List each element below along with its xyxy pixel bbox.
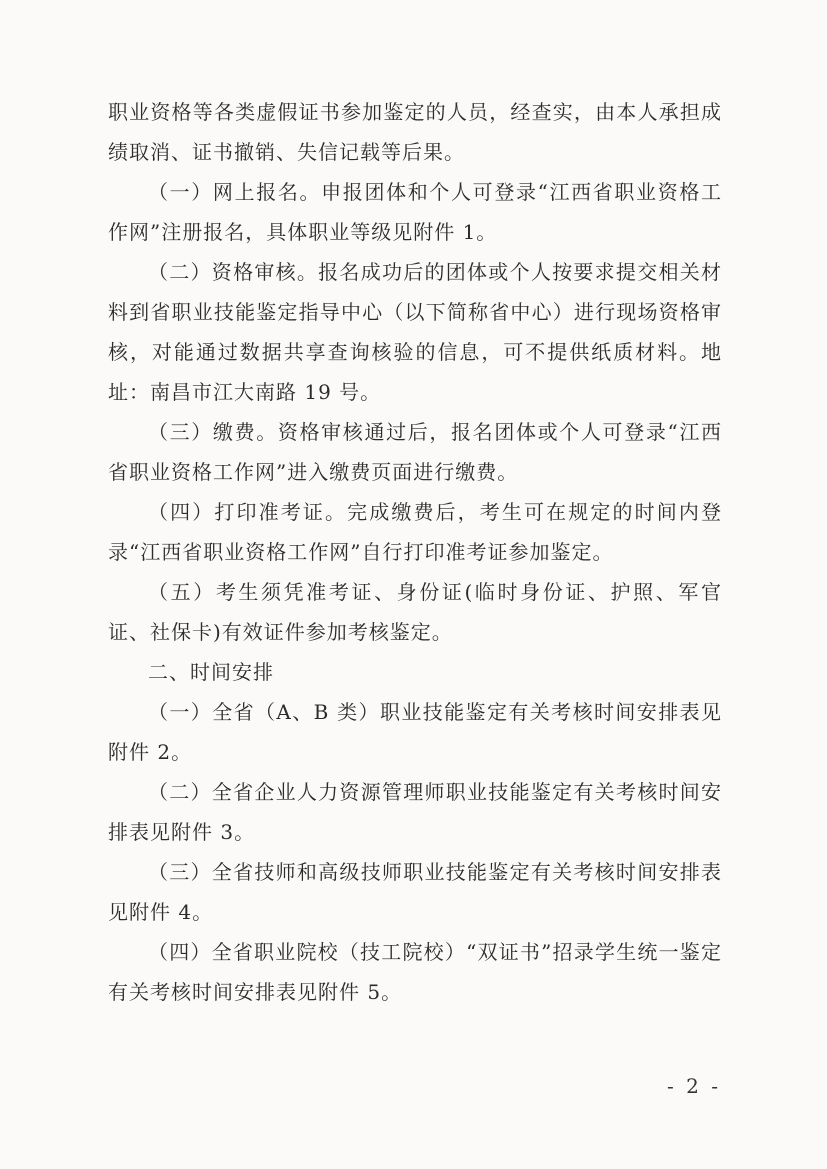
paragraph-schedule-4: （四）全省职业院校（技工院校）“双证书”招录学生统一鉴定有关考核时间安排表见附件 5。 [108, 940, 722, 1004]
document-body [108, 92, 722, 1012]
section-heading-schedule: 二、时间安排 [148, 660, 274, 684]
paragraph-payment: （三）缴费。资格审核通过后，报名团体或个人可登录“江西省职业资格工作网”进入缴费页面进行缴费。 [108, 420, 722, 484]
paragraph-schedule-3: （三）全省技师和高级技师职业技能鉴定有关考核时间安排表见附件 4。 [108, 860, 722, 924]
paragraph-id-requirements: （五）考生须凭准考证、身份证(临时身份证、护照、军官证、社保卡)有效证件参加考核鉴定。 [108, 580, 722, 644]
paragraph-schedule-2: （二）全省企业人力资源管理师职业技能鉴定有关考核时间安排表见附件 3。 [108, 780, 722, 844]
paragraph-online-registration: （一）网上报名。申报团体和个人可登录“江西省职业资格工作网”注册报名，具体职业等级见附件 1。 [108, 180, 722, 244]
paragraph-qualification-review: （二）资格审核。报名成功后的团体或个人按要求提交相关材料到省职业技能鉴定指导中心（以下简称省中心）进行现场资格审核，对能通过数据共享查询核验的信息，可不提供纸质材料。地址：南昌市江大南路 19 号。 [108, 260, 722, 404]
paragraph-continuation: 职业资格等各类虚假证书参加鉴定的人员，经查实，由本人承担成绩取消、证书撤销、失信记载等后果。 [108, 100, 722, 164]
paragraph-print-admission: （四）打印准考证。完成缴费后，考生可在规定的时间内登录“江西省职业资格工作网”自行打印准考证参加鉴定。 [108, 500, 722, 564]
page-number: - 2 - [667, 1074, 721, 1098]
paragraph-schedule-1: （一）全省（A、B 类）职业技能鉴定有关考核时间安排表见附件 2。 [108, 700, 722, 764]
